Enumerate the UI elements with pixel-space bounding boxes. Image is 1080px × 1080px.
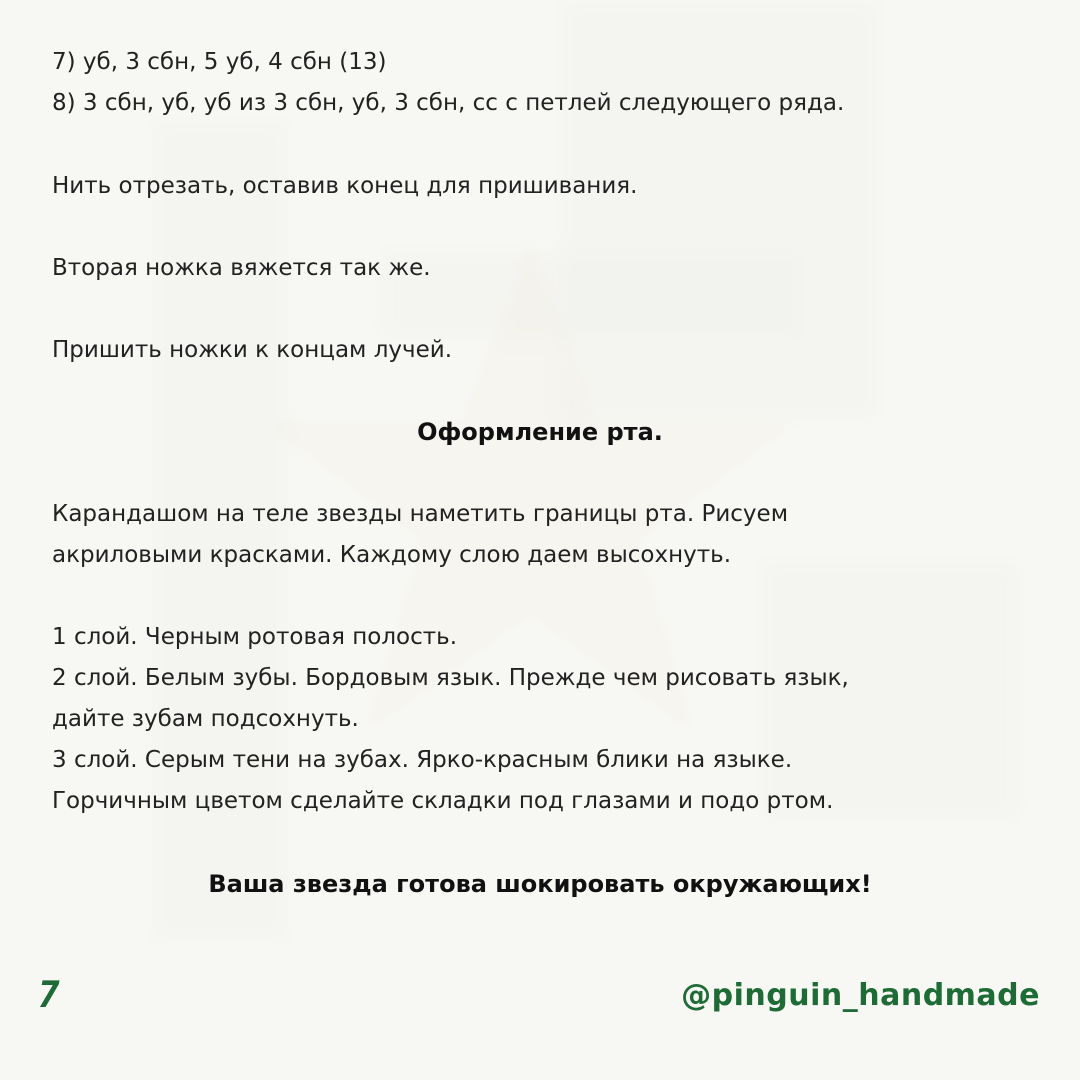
sew-legs-text: Пришить ножки к концам лучей.: [52, 337, 453, 363]
layer-2-text: 2 слой. Белым зубы. Бордовым язык. Прежде чем рисовать язык,: [52, 665, 849, 691]
mouth-intro-line-2: акриловыми красками. Каждому слою даем высохнуть.: [52, 542, 732, 568]
closing-heading: Ваша звезда готова шокировать окружающих!: [208, 870, 872, 898]
layer-2-continued-text: дайте зубам подсохнуть.: [52, 706, 359, 732]
mustard-folds-text: Горчичным цветом сделайте складки под глазами и подо ртом.: [52, 788, 834, 814]
mouth-intro-line-1: Карандашом на теле звезды наметить границы рта. Рисуем: [52, 501, 789, 527]
page-number: 7: [38, 975, 60, 1016]
author-handle: @pinguin_handmade: [681, 978, 1040, 1013]
second-leg-text: Вторая ножка вяжется так же.: [52, 255, 431, 281]
layer-1-text: 1 слой. Черным ротовая полость.: [52, 624, 458, 650]
mouth-heading: Оформление рта.: [417, 418, 663, 446]
layer-3-text: 3 слой. Серым тени на зубах. Ярко-красным блики на языке.: [52, 747, 793, 773]
instruction-row-7: 7) уб, 3 сбн, 5 уб, 4 сбн (13): [52, 49, 387, 75]
instruction-row-8: 8) 3 сбн, уб, уб из 3 сбн, уб, 3 сбн, сс с петлей следующего ряда.: [52, 90, 845, 116]
cut-thread-text: Нить отрезать, оставив конец для пришивания.: [52, 173, 638, 199]
